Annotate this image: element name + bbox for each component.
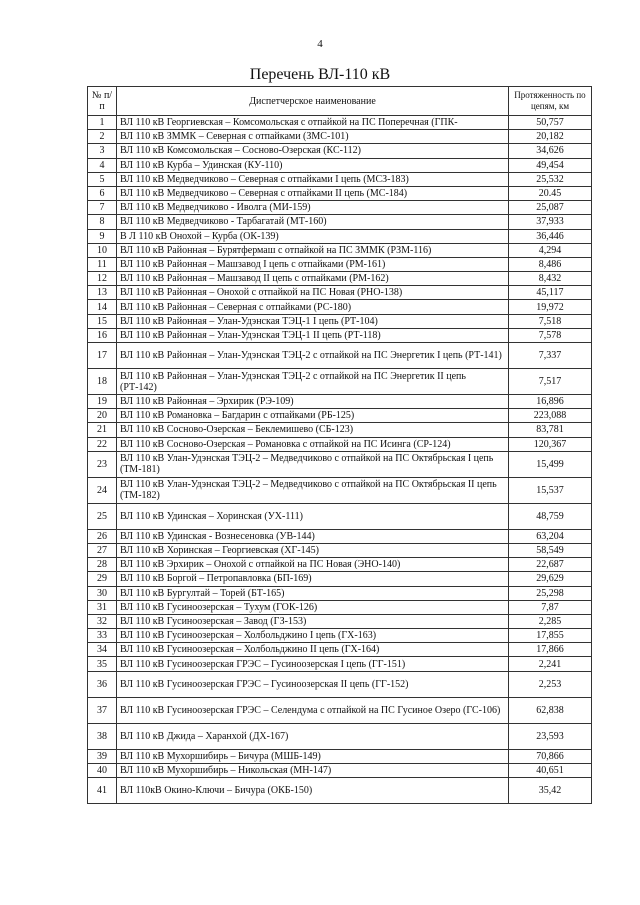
row-length-cell: 36,446: [509, 229, 592, 243]
row-name-cell: ВЛ 110 кВ Комсомольская – Сосново-Озерская (КС-112): [117, 144, 509, 158]
row-length-cell: 2,253: [509, 671, 592, 697]
table-row: [88, 423, 592, 437]
row-number-cell: 39: [88, 749, 117, 763]
row-name-cell: ВЛ 110 кВ Джида – Харанхой (ДХ-167): [117, 723, 509, 749]
table-row: [88, 778, 592, 804]
header-dispatch-name: Диспетчерское наименование: [117, 87, 509, 116]
row-number-cell: 2: [88, 130, 117, 144]
row-number-cell: 38: [88, 723, 117, 749]
row-name-cell: ВЛ 110 кВ Гусиноозерская – Холбольджино II цепь (ГХ-164): [117, 643, 509, 657]
row-name-cell: ВЛ 110 кВ Удинская – Хоринская (УХ-111): [117, 503, 509, 529]
row-name-cell: ВЛ 110 кВ Районная – Эрхирик (РЭ-109): [117, 395, 509, 409]
table-row: [88, 144, 592, 158]
row-length-cell: 20,182: [509, 130, 592, 144]
table-body: [88, 116, 592, 804]
row-name-cell: ВЛ 110 кВ Гусиноозерская – Холбольджино I цепь (ГХ-163): [117, 629, 509, 643]
row-length-cell: 19,972: [509, 300, 592, 314]
row-length-cell: 45,117: [509, 286, 592, 300]
row-name-cell: ВЛ 110 кВ ЗММК – Северная с отпайками (ЗМС-101): [117, 130, 509, 144]
table-header-row: [88, 87, 592, 116]
row-name-cell: ВЛ 110 кВ Районная – Бурятфермаш с отпайкой на ПС ЗММК (РЗМ-116): [117, 243, 509, 257]
row-number-cell: 24: [88, 477, 117, 503]
row-number-cell: 20: [88, 409, 117, 423]
row-name-cell: ВЛ 110 кВ Гусиноозерская ГРЭС – Гусиноозерская II цепь (ГГ-152): [117, 671, 509, 697]
row-length-cell: 22,687: [509, 558, 592, 572]
row-name-cell: ВЛ 110 кВ Районная – Онохой с отпайкой на ПС Новая (РНО-138): [117, 286, 509, 300]
row-name-cell: ВЛ 110 кВ Медведчиково – Северная с отпайками II цепь (МС-184): [117, 186, 509, 200]
page-number: 4: [317, 38, 323, 50]
table-row: [88, 272, 592, 286]
row-name-cell: ВЛ 110 кВ Районная – Улан-Удэнская ТЭЦ-1 I цепь (РТ-104): [117, 314, 509, 328]
row-length-cell: 17,855: [509, 629, 592, 643]
header-length: Протяженность по цепям, км: [509, 87, 592, 116]
row-length-cell: 23,593: [509, 723, 592, 749]
row-length-cell: 4,294: [509, 243, 592, 257]
row-length-cell: 15,499: [509, 451, 592, 477]
table-row: [88, 300, 592, 314]
row-length-cell: 34,626: [509, 144, 592, 158]
row-number-cell: 41: [88, 778, 117, 804]
row-length-cell: 7,337: [509, 343, 592, 369]
row-number-cell: 3: [88, 144, 117, 158]
table-row: [88, 243, 592, 257]
row-number-cell: 19: [88, 395, 117, 409]
header-number: № п/п: [88, 87, 117, 116]
row-length-cell: 7,87: [509, 600, 592, 614]
row-number-cell: 26: [88, 529, 117, 543]
table-row: [88, 172, 592, 186]
row-name-cell: ВЛ 110 кВ Гусиноозерская – Тухум (ГОК-126): [117, 600, 509, 614]
table-row: [88, 229, 592, 243]
row-length-cell: 25,087: [509, 201, 592, 215]
row-name-cell: ВЛ 110 кВ Районная – Улан-Удэнская ТЭЦ-2 с отпайкой на ПС Энергетик II цепь (РТ-142): [117, 369, 509, 395]
row-name-cell: ВЛ 110 кВ Районная – Северная с отпайками (РС-180): [117, 300, 509, 314]
row-length-cell: 7,578: [509, 328, 592, 342]
row-name-cell: ВЛ 110 кВ Улан-Удэнская ТЭЦ-2 – Медведчиково с отпайкой на ПС Октябрьская I цепь (ТМ-181): [117, 451, 509, 477]
row-length-cell: 8,432: [509, 272, 592, 286]
row-number-cell: 40: [88, 763, 117, 777]
row-number-cell: 35: [88, 657, 117, 671]
table-row: [88, 671, 592, 697]
row-number-cell: 36: [88, 671, 117, 697]
row-length-cell: 7,518: [509, 314, 592, 328]
table-row: [88, 130, 592, 144]
row-length-cell: 83,781: [509, 423, 592, 437]
row-name-cell: ВЛ 110 кВ Курба – Удинская (КУ-110): [117, 158, 509, 172]
row-length-cell: 7,517: [509, 369, 592, 395]
row-number-cell: 22: [88, 437, 117, 451]
row-length-cell: 223,088: [509, 409, 592, 423]
table-row: [88, 116, 592, 130]
row-name-cell: ВЛ 110 кВ Бургултай – Торей (БТ-165): [117, 586, 509, 600]
row-number-cell: 11: [88, 257, 117, 271]
row-name-cell: ВЛ 110 кВ Районная – Машзавод I цепь с отпайками (РМ-161): [117, 257, 509, 271]
row-length-cell: 70,866: [509, 749, 592, 763]
row-length-cell: 49,454: [509, 158, 592, 172]
table-row: [88, 749, 592, 763]
row-number-cell: 28: [88, 558, 117, 572]
row-number-cell: 34: [88, 643, 117, 657]
table-row: [88, 600, 592, 614]
table-row: [88, 186, 592, 200]
power-lines-table: [87, 86, 592, 804]
row-name-cell: ВЛ 110 кВ Мухоршибирь – Никольская (МН-147): [117, 763, 509, 777]
row-length-cell: 40,651: [509, 763, 592, 777]
row-length-cell: 16,896: [509, 395, 592, 409]
row-length-cell: 58,549: [509, 543, 592, 557]
table-row: [88, 437, 592, 451]
row-length-cell: 15,537: [509, 477, 592, 503]
row-number-cell: 5: [88, 172, 117, 186]
row-name-cell: ВЛ 110 кВ Эрхирик – Онохой с отпайкой на ПС Новая (ЭНО-140): [117, 558, 509, 572]
row-name-cell: ВЛ 110кВ Окино-Ключи – Бичура (ОКБ-150): [117, 778, 509, 804]
row-number-cell: 13: [88, 286, 117, 300]
table-row: [88, 697, 592, 723]
row-name-cell: ВЛ 110 кВ Мухоршибирь – Бичура (МШБ-149): [117, 749, 509, 763]
row-number-cell: 17: [88, 343, 117, 369]
table-row: [88, 395, 592, 409]
table-row: [88, 529, 592, 543]
document-title: Перечень ВЛ-110 кВ: [249, 66, 391, 83]
table-row: [88, 409, 592, 423]
row-number-cell: 7: [88, 201, 117, 215]
row-length-cell: 37,933: [509, 215, 592, 229]
row-name-cell: ВЛ 110 кВ Хоринская – Георгиевская (ХГ-145): [117, 543, 509, 557]
row-length-cell: 29,629: [509, 572, 592, 586]
row-number-cell: 27: [88, 543, 117, 557]
row-name-cell: ВЛ 110 кВ Районная – Машзавод II цепь с отпайками (РМ-162): [117, 272, 509, 286]
table-row: [88, 343, 592, 369]
row-number-cell: 9: [88, 229, 117, 243]
row-number-cell: 6: [88, 186, 117, 200]
row-number-cell: 1: [88, 116, 117, 130]
table-row: [88, 477, 592, 503]
row-name-cell: ВЛ 110 кВ Георгиевская – Комсомольская с отпайкой на ПС Поперечная (ГПК-: [117, 116, 509, 130]
table-row: [88, 201, 592, 215]
table-row: [88, 558, 592, 572]
table-row: [88, 629, 592, 643]
table-row: [88, 572, 592, 586]
table-row: [88, 657, 592, 671]
row-length-cell: 20.45: [509, 186, 592, 200]
table-row: [88, 543, 592, 557]
row-number-cell: 16: [88, 328, 117, 342]
row-name-cell: ВЛ 110 кВ Удинская - Вознесеновка (УВ-144): [117, 529, 509, 543]
row-name-cell: ВЛ 110 кВ Боргой – Петропавловка (БП-169): [117, 572, 509, 586]
table-row: [88, 314, 592, 328]
row-number-cell: 32: [88, 614, 117, 628]
row-name-cell: ВЛ 110 кВ Сосново-Озерская – Беклемишево (СБ-123): [117, 423, 509, 437]
table-row: [88, 451, 592, 477]
row-number-cell: 33: [88, 629, 117, 643]
row-number-cell: 14: [88, 300, 117, 314]
table-row: [88, 158, 592, 172]
row-number-cell: 15: [88, 314, 117, 328]
table-row: [88, 369, 592, 395]
row-length-cell: 25,298: [509, 586, 592, 600]
row-number-cell: 12: [88, 272, 117, 286]
row-length-cell: 25,532: [509, 172, 592, 186]
row-length-cell: 2,285: [509, 614, 592, 628]
row-name-cell: ВЛ 110 кВ Романовка – Багдарин с отпайками (РБ-125): [117, 409, 509, 423]
table-row: [88, 723, 592, 749]
row-length-cell: 63,204: [509, 529, 592, 543]
row-number-cell: 8: [88, 215, 117, 229]
row-name-cell: В Л 110 кВ Онохой – Курба (ОК-139): [117, 229, 509, 243]
row-name-cell: ВЛ 110 кВ Гусиноозерская – Завод (ГЗ-153): [117, 614, 509, 628]
table-row: [88, 503, 592, 529]
table-row: [88, 643, 592, 657]
row-name-cell: ВЛ 110 кВ Медведчиково – Северная с отпайками I цепь (МСЗ-183): [117, 172, 509, 186]
row-number-cell: 4: [88, 158, 117, 172]
row-length-cell: 120,367: [509, 437, 592, 451]
row-name-cell: ВЛ 110 кВ Гусиноозерская ГРЭС – Селендума с отпайкой на ПС Гусиное Озеро (ГС-106): [117, 697, 509, 723]
table-row: [88, 215, 592, 229]
row-name-cell: ВЛ 110 кВ Сосново-Озерская – Романовка с отпайкой на ПС Исинга (СР-124): [117, 437, 509, 451]
row-length-cell: 35,42: [509, 778, 592, 804]
row-length-cell: 50,757: [509, 116, 592, 130]
row-name-cell: ВЛ 110 кВ Районная – Улан-Удэнская ТЭЦ-1 II цепь (РТ-118): [117, 328, 509, 342]
row-number-cell: 30: [88, 586, 117, 600]
row-length-cell: 8,486: [509, 257, 592, 271]
table-row: [88, 286, 592, 300]
row-length-cell: 17,866: [509, 643, 592, 657]
row-number-cell: 25: [88, 503, 117, 529]
row-length-cell: 62,838: [509, 697, 592, 723]
row-number-cell: 23: [88, 451, 117, 477]
table-row: [88, 257, 592, 271]
table-row: [88, 763, 592, 777]
row-name-cell: ВЛ 110 кВ Медведчиково - Тарбагатай (МТ-160): [117, 215, 509, 229]
row-name-cell: ВЛ 110 кВ Улан-Удэнская ТЭЦ-2 – Медведчиково с отпайкой на ПС Октябрьская II цепь (ТМ-182): [117, 477, 509, 503]
row-name-cell: ВЛ 110 кВ Районная – Улан-Удэнская ТЭЦ-2 с отпайкой на ПС Энергетик I цепь (РТ-141): [117, 343, 509, 369]
row-name-cell: ВЛ 110 кВ Гусиноозерская ГРЭС – Гусиноозерская I цепь (ГГ-151): [117, 657, 509, 671]
row-length-cell: 2,241: [509, 657, 592, 671]
table-row: [88, 586, 592, 600]
row-number-cell: 21: [88, 423, 117, 437]
table-row: [88, 328, 592, 342]
row-number-cell: 37: [88, 697, 117, 723]
row-number-cell: 31: [88, 600, 117, 614]
row-number-cell: 29: [88, 572, 117, 586]
row-name-cell: ВЛ 110 кВ Медведчиково - Иволга (МИ-159): [117, 201, 509, 215]
table-row: [88, 614, 592, 628]
row-number-cell: 10: [88, 243, 117, 257]
row-number-cell: 18: [88, 369, 117, 395]
row-length-cell: 48,759: [509, 503, 592, 529]
